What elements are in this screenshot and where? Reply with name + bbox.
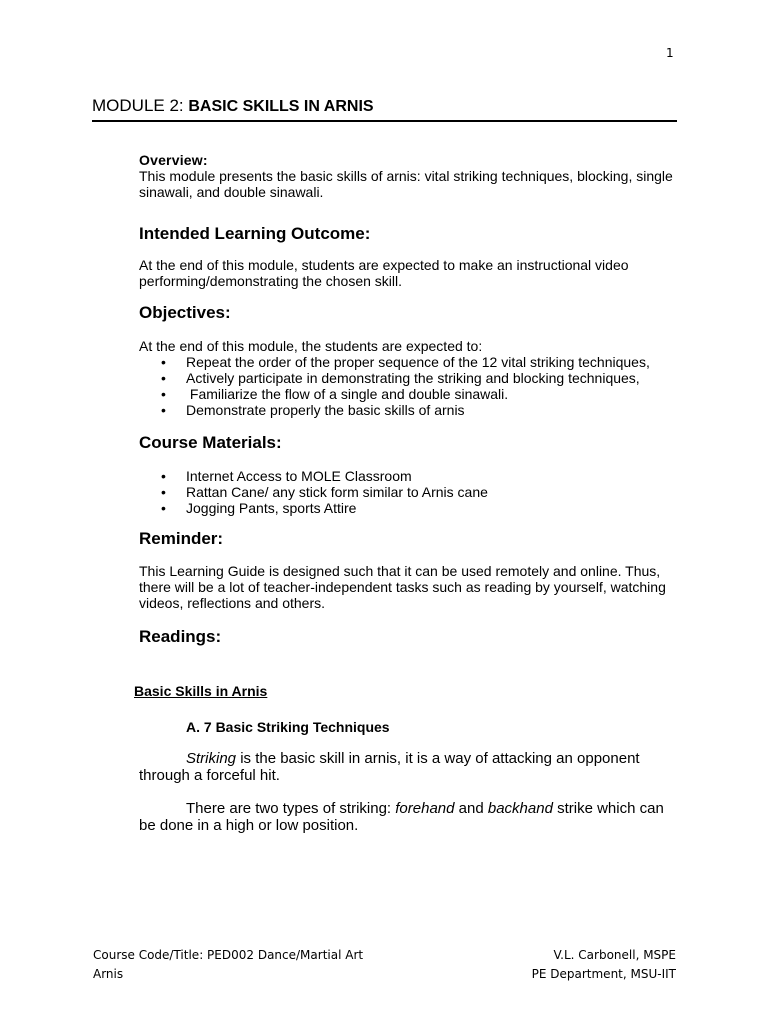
footer-author: V.L. Carbonell, MSPE PE Department, MSU-IIT: [531, 948, 676, 981]
list-item: • Repeat the order of the proper sequence of the 12 vital striking techniques,: [186, 354, 684, 370]
list-item: • Rattan Cane/ any stick form similar to Arnis cane: [186, 484, 684, 500]
list-item: • Familiarize the flow of a single and double sinawali.: [186, 386, 684, 402]
objectives-heading: Objectives:: [139, 303, 231, 322]
overview-heading: Overview:: [139, 152, 208, 168]
readings-subheading: Basic Skills in Arnis: [134, 683, 268, 699]
materials-list: [139, 468, 684, 516]
materials-heading: Course Materials:: [139, 433, 282, 452]
section-a-heading: A. 7 Basic Striking Techniques: [186, 719, 390, 735]
module-prefix: MODULE 2:: [92, 96, 189, 115]
footer-course-code: Course Code/Title: PED002 Dance/Martial Art Arnis: [93, 948, 364, 981]
reminder-text: This Learning Guide is designed such that it can be used remotely and online. Thus, there will be a lot of teacher-independent tasks such as reading by yourself, watching videos, reflections and others.: [139, 563, 666, 611]
reminder-heading: Reminder:: [139, 529, 224, 548]
striking-types-paragraph: There are two types of striking: forehand and backhand strike which can be done in a high or low position.: [139, 800, 664, 834]
ilo-text: At the end of this module, students are expected to make an instructional video performing/demonstrating the chosen skill.: [139, 257, 629, 289]
module-title-text: BASIC SKILLS IN ARNIS: [188, 98, 374, 115]
overview-text: This module presents the basic skills of arnis: vital striking techniques, blocking, single sinawali, and double sinawali.: [139, 168, 673, 200]
list-item: • Jogging Pants, sports Attire: [186, 500, 684, 516]
objectives-intro: At the end of this module, the students are expected to:: [139, 338, 483, 354]
list-item: • Demonstrate properly the basic skills of arnis: [186, 402, 684, 418]
forehand-term: forehand: [395, 800, 455, 817]
backhand-term: backhand: [487, 800, 553, 817]
list-item: • Internet Access to MOLE Classroom: [186, 468, 684, 484]
document-body: [134, 152, 684, 834]
striking-paragraph: Striking is the basic skill in arnis, it is a way of attacking an opponent through a forceful hit.: [139, 750, 640, 784]
list-item: • Actively participate in demonstrating the striking and blocking techniques,: [186, 370, 684, 386]
page-number: 1: [666, 46, 674, 60]
readings-heading: Readings:: [139, 627, 222, 646]
ilo-heading: Intended Learning Outcome:: [139, 224, 371, 243]
striking-term: Striking: [186, 750, 237, 767]
module-title: [92, 96, 677, 122]
objectives-list: [139, 354, 684, 418]
